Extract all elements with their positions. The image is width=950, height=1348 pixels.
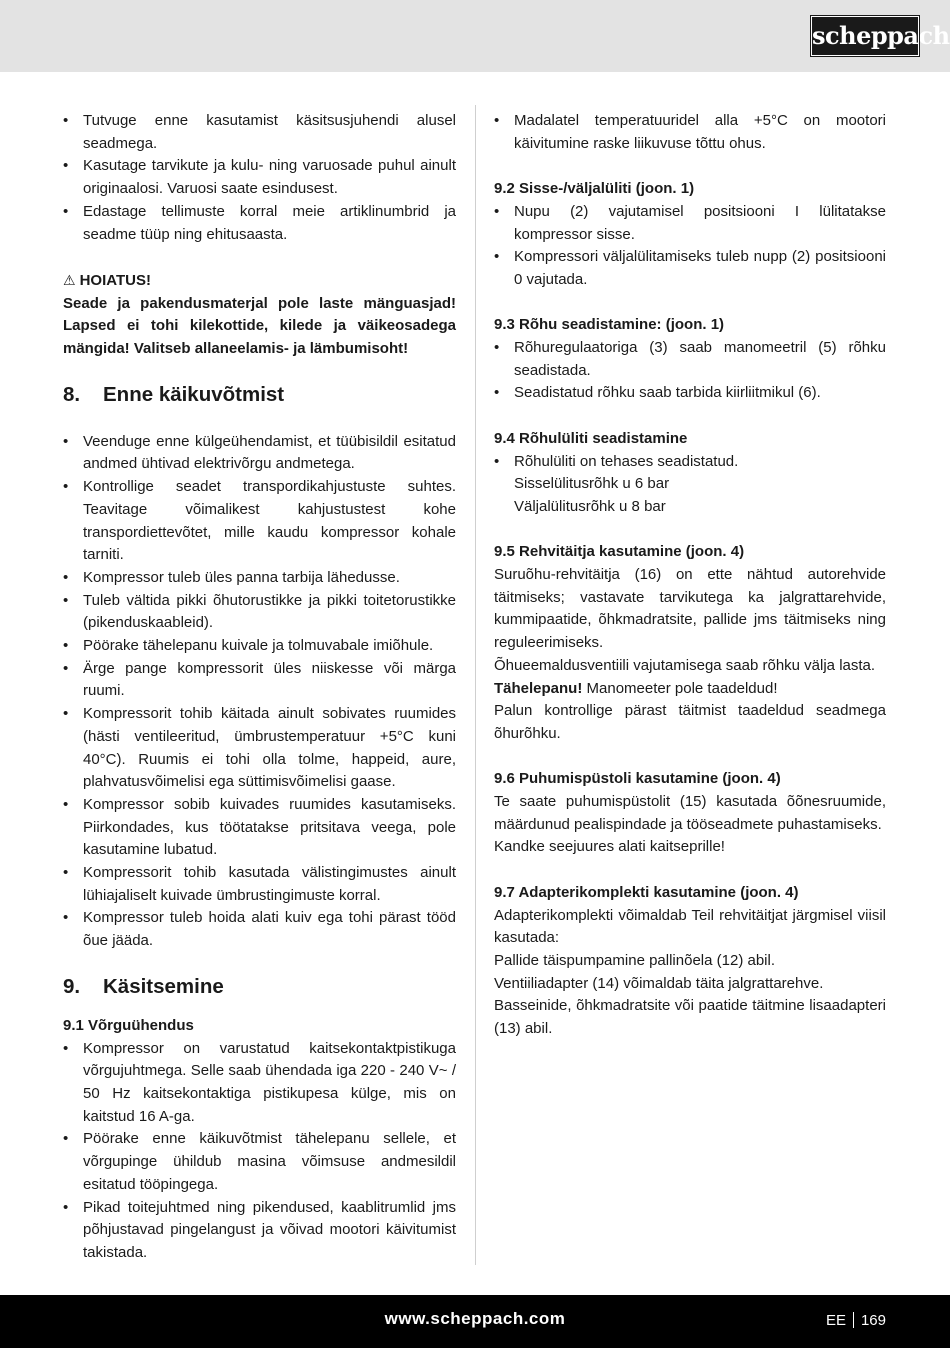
list-item: • Madalatel temperatuuridel alla +5°C on mootori käivitumine raske liikuvuse tõttu ohus. [494,110,886,155]
subsection-9-1-title: 9.1 Võrguühendus [63,1016,194,1034]
list-item: • Rõhulüliti on tehases seadistatud. [494,451,886,474]
paragraph: Õhueemaldusventiili vajutamisega saab rõhku välja lasta. [494,656,876,674]
paragraph: Ventiiliadapter (14) võimaldab täita jalgrattarehve. [494,974,824,992]
subsection-9-5-title: 9.5 Rehvitäitja kasutamine (joon. 4) [494,543,745,561]
list-item: • Kompressor tuleb üles panna tarbija lähedusse. [63,567,456,590]
list-item: • Nupu (2) vajutamisel positsiooni I lülitatakse kompressor sisse. [494,201,886,246]
switch-on-pressure: Sisselülitusrõhk u 6 bar [514,475,670,493]
list-item: • Kompressorit tohib käitada ainult sobivates ruumides (hästi ventileeritud, ümbrustemperatuur +5°C kuni 40°C). Ruumis ei tohi olla tolme, happeid, aure, plahvatusvõimelisi ega süttimisvõimelisi gaase. [63,703,456,794]
list-item: • Seadistatud rõhku saab tarbida kiirliitmikul (6). [494,382,886,405]
subsection-9-3-title: 9.3 Rõhu seadistamine: (joon. 1) [494,316,725,334]
paragraph: Suruõhu-rehvitäitja (16) on ette nähtud autorehvide täitmiseks; vastavate tarvikutega ka jalgrattarehvide, kummipaatide, õhkmadratsite, pallide jms täitmiseks ning reguleerimiseks. [494,566,886,652]
page-footer [0,1295,950,1348]
subsection-9-4-title: 9.4 Rõhulüliti seadistamine [494,429,688,447]
paragraph: Adapterikomplekti võimaldab Teil rehvitäitjat järgmisel viisil kasutada: [494,906,886,947]
top-list [494,110,886,155]
list-item: • Pikad toitejuhtmed ning pikendused, kaablitrumlid jms põhjustavad pingelangust ja võivad mootori käivitumist takistada. [63,1197,456,1265]
list-item: • Kasutage tarvikute ja kulu- ning varuosade puhul ainult originaalosi. Varuosi saate esindusest. [63,155,456,200]
subsection-9-2-title: 9.2 Sisse-/väljalüliti (joon. 1) [494,180,695,198]
footer-separator [853,1312,854,1328]
section-9-heading: 9. Käsitsemine [63,974,224,998]
column-divider [475,105,476,1265]
paragraph: Te saate puhumispüstolit (15) kasutada õõnesruumide, määrdunud pealispindade ja tööseadmete puhastamiseks. [494,793,886,833]
list-item: • Pöörake enne käikuvõtmist tähelepanu sellele, et võrgupinge ühildub masina võimsuse andmesildil esitatud tööpingega. [63,1128,456,1196]
list-item: • Veenduge enne külgeühendamist, et tüübisildil esitatud andmed ühtivad elektrivõrgu andmetega. [63,431,456,476]
warning-text: Seade ja pakendusmaterjal pole laste mänguasjad! Lapsed ei tohi kilekottide, kilede ja väikeosadega mängida! Valitseb allaneelamis- ja lämbumisoht! [63,294,456,358]
paragraph: Basseinide, õhkmadratsite või paatide täitmine lisaadapteri (13) abil. [494,997,886,1038]
page-number-block [826,1310,886,1333]
subsection-9-7-title: 9.7 Adapterikomplekti kasutamine (joon. 4) [494,883,799,901]
subsection-9-2-list [494,201,886,292]
list-item: • Kompressori väljalülitamiseks tuleb nupp (2) positsiooni 0 vajutada. [494,246,886,291]
switch-off-pressure: Väljalülitusrõhk u 8 bar [514,497,666,515]
list-item: • Kompressor tuleb hoida alati kuiv ega tohi pärast tööd õue jääda. [63,907,456,952]
website-url: www.scheppach.com [384,1309,566,1328]
subsection-9-6-title: 9.6 Puhumispüstoli kasutamine (joon. 4) [494,770,781,788]
list-item: • Tuleb vältida pikki õhutorustikke ja pikki toitetorustikke (pikenduskaableid). [63,590,456,635]
list-item: • Kontrollige seadet transpordikahjustuste suhtes. Teavitage võimalikest kahjustustest kohe transpordiettevõtet, mille kaudu kompressor kohale tarniti. [63,476,456,567]
left-column [63,110,456,1265]
list-item: • Ärge pange kompressorit üles niiskesse või märga ruumi. [63,658,456,703]
list-item: • Kompressorit tohib kasutada välistingimustes ainult lühiajaliselt kuivade ümbrustingimuste korral. [63,862,456,907]
subsection-9-1-list [63,1038,456,1265]
list-item: • Kompressor on varustatud kaitsekontaktpistikuga võrgujuhtmega. Selle saab ühendada iga 220 - 240 V~ / 50 Hz kaitsekontaktiga pistikupesa külge, mis on kaitstud 16 A-ga. [63,1038,456,1129]
list-item: • Rõhuregulaatoriga (3) saab manomeetril (5) rõhku seadistada. [494,337,886,382]
list-item: • Pöörake tähelepanu kuivale ja tolmuvabale imiõhule. [63,635,456,658]
list-item: • Edastage tellimuste korral meie artiklinumbrid ja seadme tüüp ning ehitusaasta. [63,201,456,246]
section-8-heading: 8. Enne käikuvõtmist [63,382,285,406]
warning-icon: ⚠ [63,271,76,288]
attention-note: Tähelepanu! Manomeeter pole taadeldud! [494,679,778,697]
intro-list [63,110,456,246]
section-8-list [63,431,456,953]
language-code: EE [825,1312,846,1329]
paragraph: Kandke seejuures alati kaitseprille! [494,838,725,856]
right-column [494,110,886,1041]
list-item: • Tutvuge enne kasutamist käsitsusjuhendi alusel seadmega. [63,110,456,155]
warning-title: ⚠ HOIATUS! [63,271,151,289]
scheppach-logo: scheppach [811,16,919,56]
list-item: • Kompressor sobib kuivades ruumides kasutamiseks. Piirkondades, kus töötatakse pritsitava veega, pole kasutamine lubatud. [63,794,456,862]
page-header [0,0,950,72]
paragraph: Pallide täispumpamine pallinõela (12) abil. [494,951,775,969]
paragraph: Palun kontrollige pärast täitmist taadeldud seadmega õhurõhku. [494,702,886,742]
page-number: 169 [860,1312,886,1329]
subsection-9-4-list [494,451,886,474]
subsection-9-3-list [494,337,886,405]
